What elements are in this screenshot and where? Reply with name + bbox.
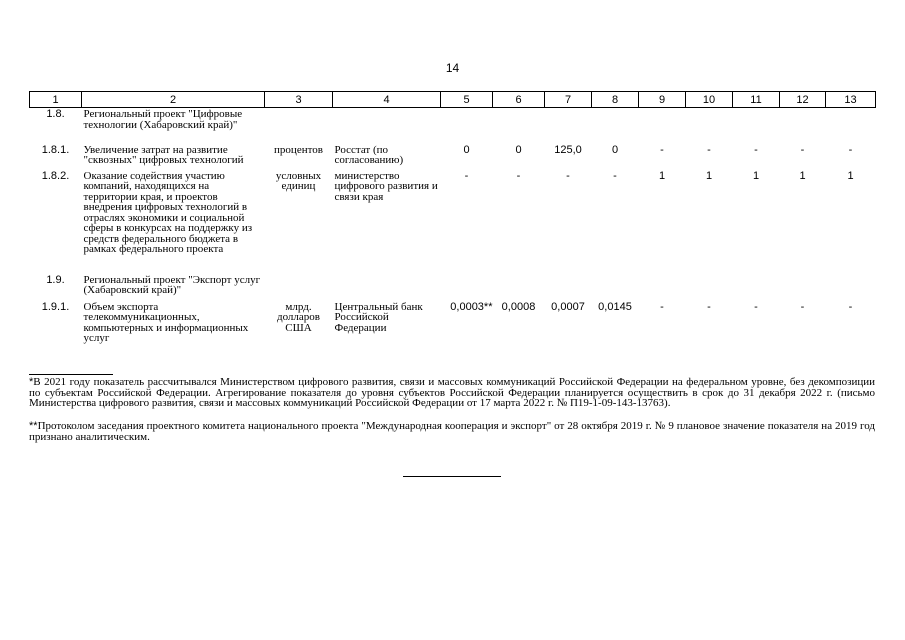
value-12: - [800,143,805,156]
value-12: 1 [799,169,806,182]
value-11: - [754,143,758,156]
value-9: - [660,300,664,313]
value-8: 0 [611,143,619,156]
value-5 [441,108,493,144]
header-cell: 4 [333,92,441,108]
header-row [30,92,876,108]
table-row [30,301,876,349]
value-13 [826,108,876,144]
value-12 [780,274,826,301]
indicator-name: Оказание содействия участию компаний, находящихся на территории края, и проектов внедрения цифровых технологий в отраслях экономики и социальной сферы в конкурсах на поддержку из средств федерального бюджета в рамках федерального проекта [83,169,253,255]
value-13: - [848,300,853,313]
indicators-table [29,91,876,349]
header-cell: 9 [639,92,686,108]
source: Центральный банк Российской Федерации [334,300,423,334]
value-7: 0,0007 [551,300,585,313]
row-number: 1.9.1. [41,300,70,313]
header-cell: 3 [265,92,333,108]
header-cell: 5 [441,92,493,108]
header-cell: 2 [82,92,265,108]
source: министерство цифрового развития и связи края [334,169,438,203]
value-7: - [566,169,570,182]
value-8 [592,274,639,301]
value-6: 0,0008 [501,300,536,313]
row-number: 1.8. [46,108,65,120]
value-10: - [707,143,711,156]
end-of-document-rule [403,476,501,477]
value-10 [686,108,733,144]
header-cell: 8 [592,92,639,108]
unit: процентов [274,143,323,156]
value-6 [493,108,545,144]
header-cell: 6 [493,92,545,108]
value-10: 1 [705,169,713,182]
footnote-mark: * [29,376,34,388]
value-8: 0,0145 [598,300,632,313]
unit: млрд. долларов США [276,300,320,334]
footnote-text: Протоколом заседания проектного комитета национального проекта "Международная кооперация и экспорт" от 28 октября 2019 г. № 9 плановое значение показателя на 2019 год признано аналитическим. [29,420,875,443]
value-10 [686,274,733,301]
table-row [30,108,876,144]
footnote-mark: ** [29,420,38,432]
value-7 [545,274,592,301]
footnote-text: В 2021 году показатель рассчитывался Министерством цифрового развития, связи и массовых коммуникаций Российской Федерации на федеральном уровне, без декомпозиции по субъектам Российской Федерации. Агрегирование показателя до уровня субъектов Российской Федерации планируется осуществить в срок до 31 декабря 2022 г. (письмо Министерства цифрового развития, связи и массовых коммуникаций Российской Федерации от 17 марта 2022 г. № П19-1-09-143-13763). [29,376,875,409]
value-9 [639,108,686,144]
value-5: 0,0003** [450,300,493,313]
header-cell: 1 [30,92,82,108]
unit [265,108,333,144]
value-10: - [707,300,711,313]
value-9 [639,274,686,301]
value-9: - [660,143,664,156]
indicator-name: Увеличение затрат на развитие "сквозных" цифровых технологий [83,143,244,166]
value-13: - [848,143,853,156]
source: Росстат (по согласованию) [334,143,404,166]
value-6: 0 [515,143,522,156]
value-5 [441,274,493,301]
indicator-name: Объем экспорта телекоммуникационных, компьютерных и информационных услуг [83,300,249,344]
page-number: 14 [445,61,460,75]
value-11: - [754,300,758,313]
value-5: 0 [463,143,470,156]
header-cell: 10 [686,92,733,108]
value-5: - [464,169,469,182]
value-7: 125,0 [554,143,582,156]
value-13: 1 [847,169,854,182]
table-row [30,144,876,170]
header-cell: 7 [545,92,592,108]
value-8 [592,108,639,144]
source [333,108,441,144]
row-number: 1.9. [46,273,65,286]
header-cell: 12 [780,92,826,108]
value-11: 1 [752,169,760,182]
row-number: 1.8.2. [41,169,70,182]
value-11 [733,274,780,301]
value-6: - [516,169,521,182]
unit [265,274,333,301]
value-7 [545,108,592,144]
table-row [30,170,876,274]
value-8: - [613,169,617,182]
footnote [29,377,875,409]
table-row [30,274,876,301]
row-number: 1.8.1. [41,143,70,156]
value-6 [493,274,545,301]
value-12 [780,108,826,144]
value-9: 1 [658,169,666,182]
value-13 [826,274,876,301]
value-11 [733,108,780,144]
header-cell: 11 [733,92,780,108]
header-cell: 13 [826,92,876,108]
value-12: - [800,300,805,313]
source [333,274,441,301]
footnote [29,421,875,442]
footnote-separator [29,374,113,375]
unit: условных единиц [275,169,322,192]
indicator-name: Региональный проект "Цифровые технологии (Хабаровский край)" [83,108,243,131]
indicator-name: Региональный проект "Экспорт услуг (Хабаровский край)" [83,273,261,296]
